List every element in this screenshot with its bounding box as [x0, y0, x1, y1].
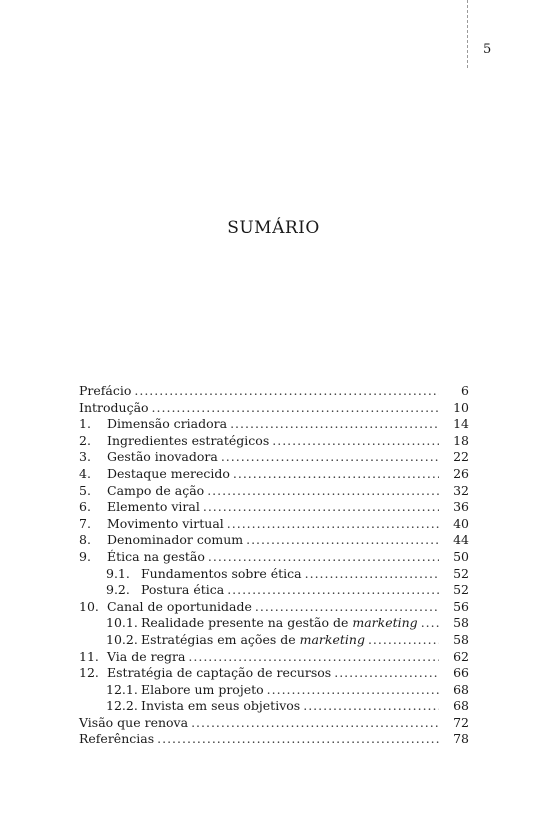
toc-entry-12[interactable] [79, 665, 469, 682]
toc-entry-page: 62 [453, 648, 469, 664]
toc-entry-label: Dimensão criadora [107, 416, 228, 432]
toc-leader [368, 632, 439, 649]
toc-entry-10[interactable] [79, 599, 469, 616]
toc-leader [188, 649, 439, 666]
toc-entry-4[interactable] [79, 466, 469, 483]
toc-entry-label: Ética na gestão [107, 548, 205, 564]
toc-entry-label-text: Realidade presente na gestão de [141, 615, 353, 631]
toc-entry-page: 18 [453, 432, 469, 448]
toc-leader [227, 582, 439, 599]
toc-entry-page: 10 [453, 399, 469, 415]
page-number: 5 [483, 42, 492, 57]
toc-leader [421, 615, 439, 632]
toc-entry-10-1[interactable] [79, 615, 469, 632]
toc-entry-label: Prefácio [79, 383, 132, 398]
page-title: SUMÁRIO [227, 218, 320, 238]
toc-entry-9-2[interactable] [79, 582, 469, 599]
toc-entry-2[interactable] [79, 433, 469, 450]
toc-entry-8[interactable] [79, 532, 469, 549]
toc-entry-label [141, 615, 418, 632]
toc-entry-number: 2. [79, 432, 91, 448]
toc-entry-number: 12. [79, 665, 99, 681]
toc-leader [191, 715, 439, 732]
toc-entry-page: 68 [453, 698, 469, 714]
toc-leader [233, 466, 439, 483]
toc-leader [227, 516, 439, 533]
toc-entry-label: Introdução [79, 399, 149, 415]
toc-entry-label: Elabore um projeto [141, 681, 264, 697]
toc-leader [334, 665, 439, 682]
toc-leader [305, 566, 439, 583]
toc-entry-page: 50 [453, 548, 469, 564]
toc-leader [246, 532, 439, 549]
toc-entry-label [141, 632, 365, 649]
toc-entry-9[interactable] [79, 549, 469, 566]
toc-entry-number: 6. [79, 499, 91, 515]
toc-leader [221, 449, 439, 466]
toc-entry-page: 52 [453, 582, 469, 598]
toc-entry-label: Elemento viral [107, 499, 200, 515]
toc-entry-label: Fundamentos sobre ética [141, 565, 302, 581]
toc-entry-label: Referências [79, 731, 155, 747]
toc-leader [267, 682, 439, 699]
toc-entry-referencias[interactable] [79, 731, 469, 748]
toc-entry-9-1[interactable] [79, 566, 469, 583]
toc-entry-5[interactable] [79, 483, 469, 500]
toc-entry-3[interactable] [79, 449, 469, 466]
toc-leader [134, 383, 439, 400]
toc-entry-number: 1. [79, 416, 91, 432]
header-rule [467, 0, 468, 68]
toc-entry-number: 5. [79, 482, 91, 498]
toc-entry-label: Invista em seus objetivos [141, 698, 301, 714]
toc-entry-page: 40 [453, 515, 469, 531]
toc-entry-page: 58 [453, 615, 469, 631]
toc-entry-label-italic: marketing [352, 615, 418, 631]
toc-entry-7[interactable] [79, 516, 469, 533]
toc-entry-number: 10.2. [106, 631, 138, 647]
toc-leader [255, 599, 439, 616]
toc-entry-10-2[interactable] [79, 632, 469, 649]
toc-entry-number: 10. [79, 598, 99, 614]
toc-entry-label: Postura ética [141, 582, 225, 598]
toc-entry-label: Ingredientes estratégicos [107, 432, 270, 448]
toc-entry-label-italic: marketing [299, 631, 365, 647]
toc-entry-number: 9.1. [106, 565, 130, 581]
toc-entry-page: 72 [453, 714, 469, 730]
table-of-contents [79, 383, 469, 748]
toc-entry-label: Denominador comum [107, 532, 244, 548]
toc-leader [272, 433, 439, 450]
toc-entry-1[interactable] [79, 416, 469, 433]
toc-entry-page: 52 [453, 565, 469, 581]
toc-entry-visao-que-renova[interactable] [79, 715, 469, 732]
toc-leader [208, 549, 439, 566]
toc-leader [303, 698, 439, 715]
toc-entry-number: 7. [79, 515, 91, 531]
toc-entry-label: Campo de ação [107, 482, 205, 498]
toc-entry-label: Gestão inovadora [107, 449, 218, 465]
toc-entry-12-1[interactable] [79, 682, 469, 699]
toc-entry-number: 12.1. [106, 681, 138, 697]
toc-leader [152, 400, 439, 417]
toc-entry-12-2[interactable] [79, 698, 469, 715]
toc-entry-number: 4. [79, 465, 91, 481]
toc-entry-11[interactable] [79, 649, 469, 666]
toc-entry-label: Via de regra [107, 648, 186, 664]
toc-entry-page: 56 [453, 598, 469, 614]
toc-entry-page: 58 [453, 631, 469, 647]
toc-entry-label: Canal de oportunidade [107, 598, 252, 614]
toc-entry-6[interactable] [79, 499, 469, 516]
toc-entry-number: 11. [79, 648, 99, 664]
toc-entry-page: 44 [453, 532, 469, 548]
toc-leader [207, 483, 439, 500]
toc-entry-page: 36 [453, 499, 469, 515]
toc-entry-page: 66 [453, 665, 469, 681]
toc-entry-introducao[interactable] [79, 400, 469, 417]
toc-entry-page: 32 [453, 482, 469, 498]
toc-entry-number: 3. [79, 449, 91, 465]
toc-entry-number: 8. [79, 532, 91, 548]
toc-entry-page: 68 [453, 681, 469, 697]
toc-entry-label: Destaque merecido [107, 465, 230, 481]
toc-entry-label: Visão que renova [79, 714, 189, 730]
toc-entry-label: Movimento virtual [107, 515, 224, 531]
toc-entry-page: 14 [453, 416, 469, 432]
toc-leader [157, 731, 439, 748]
toc-entry-number: 9.2. [106, 582, 130, 598]
toc-entry-number: 9. [79, 548, 91, 564]
toc-entry-prefacio[interactable] [79, 383, 469, 400]
toc-entry-number: 10.1. [106, 615, 138, 631]
toc-entry-label-text: Estratégias em ações de [141, 631, 300, 647]
toc-entry-page: 22 [453, 449, 469, 465]
toc-leader [230, 416, 439, 433]
toc-entry-page: 6 [461, 383, 469, 398]
toc-entry-page: 78 [453, 731, 469, 747]
toc-leader [203, 499, 439, 516]
toc-entry-label: Estratégia de captação de recursos [107, 665, 332, 681]
toc-entry-number: 12.2. [106, 698, 138, 714]
toc-entry-page: 26 [453, 465, 469, 481]
